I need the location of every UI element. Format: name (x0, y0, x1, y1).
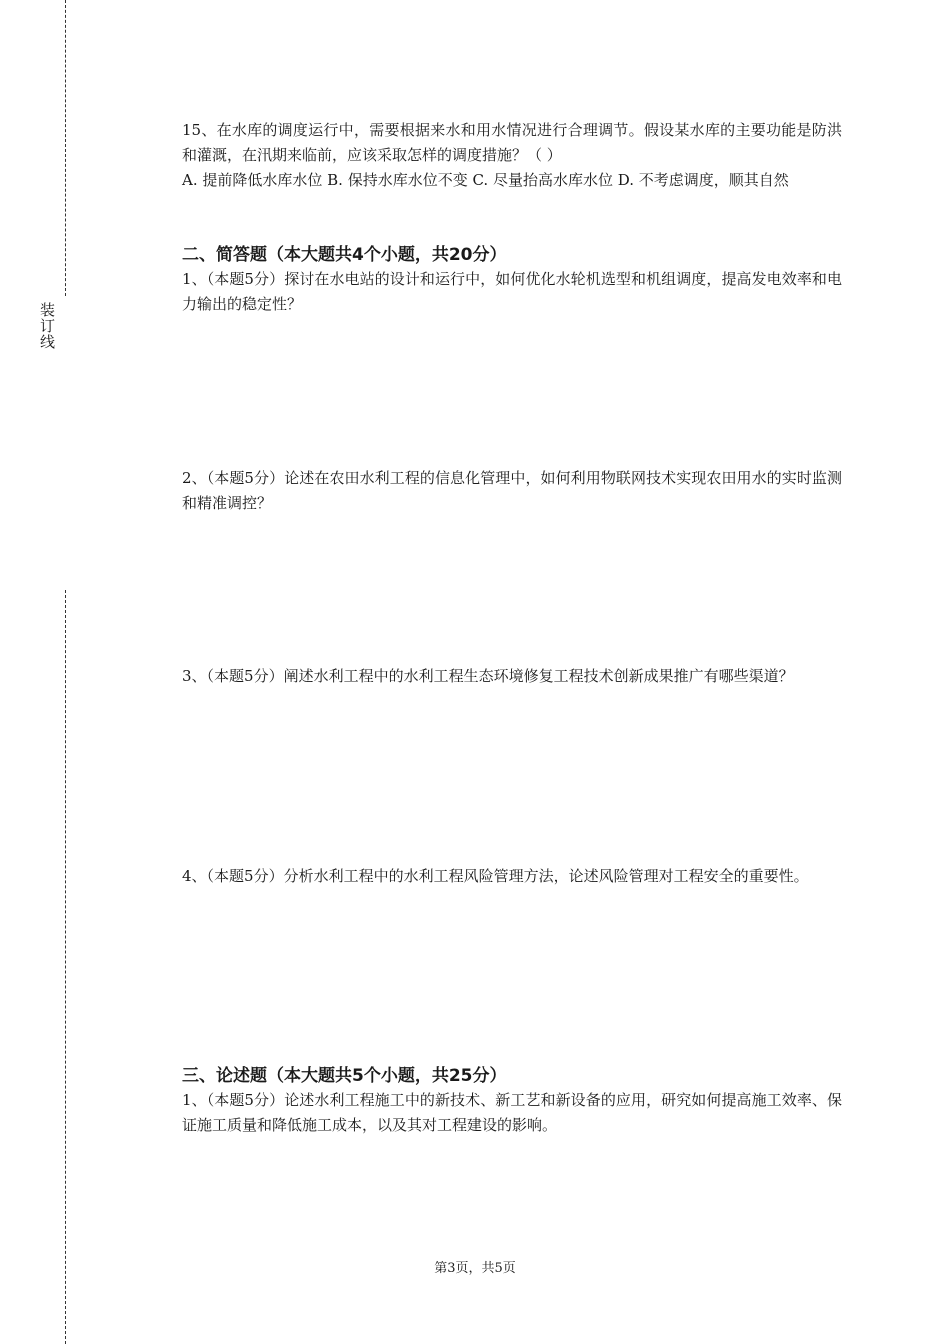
essay-question-1: 1、（本题5分）论述水利工程施工中的新技术、新工艺和新设备的应用，研究如何提高施工效率、保证施工质量和降低施工成本，以及其对工程建设的影响。 (182, 1091, 842, 1134)
section-title: 二、简答题（本大题共4个小题，共20分） (182, 245, 507, 265)
question-15-options: A. 提前降低水库水位 B. 保持水库水位不变 C. 尽量抬高水库水位 D. 不考虑调度，顺其自然 (182, 171, 789, 189)
short-answer-question-2: 2、（本题5分）论述在农田水利工程的信息化管理中，如何利用物联网技术实现农田用水的实时监测和精准调控？ (182, 469, 842, 512)
binding-dashed-line-bottom (65, 590, 66, 1344)
short-answer-question-3: 3、（本题5分）阐述水利工程中的水利工程生态环境修复工程技术创新成果推广有哪些渠道？ (182, 667, 794, 685)
binding-line-label: 装订线 (38, 302, 56, 350)
short-answer-question-3-block (182, 664, 842, 689)
short-answer-question-4-block (182, 864, 842, 889)
question-15 (182, 118, 842, 193)
binding-dashed-line-top (65, 0, 66, 296)
short-answer-question-2-block (182, 466, 842, 516)
section-essay (182, 1064, 842, 1138)
question-15-stem: 15、在水库的调度运行中，需要根据来水和用水情况进行合理调节。假设某水库的主要功能是防洪和灌溉，在汛期来临前，应该采取怎样的调度措施？（ ） (182, 121, 842, 164)
section-title: 三、论述题（本大题共5个小题，共25分） (182, 1066, 507, 1086)
short-answer-question-4: 4、（本题5分）分析水利工程中的水利工程风险管理方法，论述风险管理对工程安全的重要性。 (182, 867, 809, 885)
page-number: 第3页，共5页 (434, 1261, 516, 1276)
short-answer-question-1: 1、（本题5分）探讨在水电站的设计和运行中，如何优化水轮机选型和机组调度，提高发电效率和电力输出的稳定性？ (182, 270, 842, 313)
section-short-answer (182, 243, 842, 317)
